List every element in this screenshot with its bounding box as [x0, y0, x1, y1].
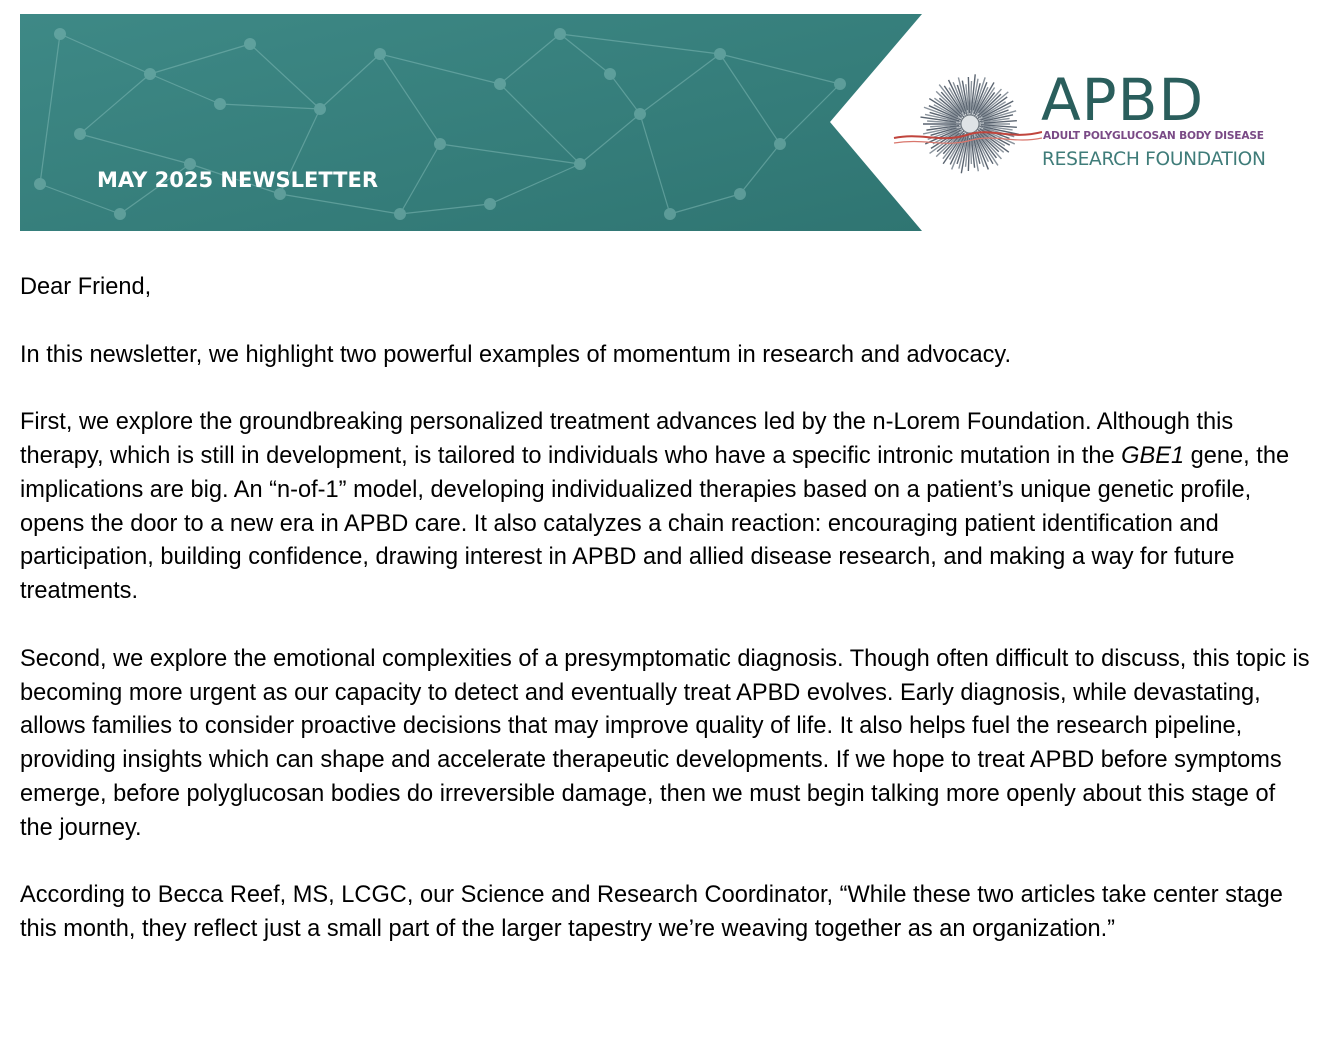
network-node — [34, 178, 46, 190]
network-node — [604, 68, 616, 80]
first-paragraph-text-b: gene, the implications are big. An “n-of-1” model, developing individualized therapies based on a patient’s unique genetic profile, opens the door to a new era in APBD care. It also catalyzes a chain reaction: encouraging patient identification and participation, building confidence, drawing interest in APBD and allied disease research, and making a way for future treatments. — [20, 442, 1290, 605]
emblem-core — [961, 115, 979, 133]
newsletter-body — [20, 271, 1310, 947]
first-paragraph — [20, 406, 1310, 609]
network-node — [834, 78, 846, 90]
newsletter-title: MAY 2025 NEWSLETTER — [97, 168, 378, 192]
logo-tagline: ADULT POLYGLUCOSAN BODY DISEASE — [1043, 130, 1264, 142]
network-node — [374, 48, 386, 60]
network-node — [54, 28, 66, 40]
network-node — [634, 108, 646, 120]
banner-teal-shape — [20, 14, 922, 231]
network-node — [394, 208, 406, 220]
intro-paragraph: In this newsletter, we highlight two powerful examples of momentum in research and advocacy. — [20, 341, 1011, 368]
newsletter-banner — [20, 14, 1298, 231]
logo-subtitle: RESEARCH FOUNDATION — [1042, 149, 1266, 170]
logo-emblem-icon — [892, 72, 1042, 184]
network-node — [494, 78, 506, 90]
network-node — [734, 188, 746, 200]
network-node — [214, 98, 226, 110]
network-node — [574, 158, 586, 170]
network-node — [244, 38, 256, 50]
network-node — [714, 48, 726, 60]
second-paragraph: Second, we explore the emotional complexities of a presymptomatic diagnosis. Though often difficult to discuss, this topic is becoming more urgent as our capacity to detect and eventually treat APBD evolves. Early diagnosis, while devastating, allows families to consider proactive decisions that may improve quality of life. It also helps fuel the research pipeline, providing insights which can shape and accelerate therapeutic developments. If we hope to treat APBD before symptoms emerge, before polyglucosan bodies do irreversible damage, then we must begin talking more openly about this stage of the journey. — [20, 645, 1310, 841]
network-node — [484, 198, 496, 210]
network-node — [144, 68, 156, 80]
network-node — [664, 208, 676, 220]
network-node — [74, 128, 86, 140]
logo-name: APBD — [1041, 66, 1205, 134]
network-node — [434, 138, 446, 150]
network-node — [774, 138, 786, 150]
network-node — [314, 103, 326, 115]
network-node — [554, 28, 566, 40]
closing-paragraph: According to Becca Reef, MS, LCGC, our Science and Research Coordinator, “While these two articles take center stage this month, they reflect just a small part of the larger tapestry we’re weaving together as an organization.” — [20, 882, 1283, 943]
network-node — [114, 208, 126, 220]
first-paragraph-text-a: First, we explore the groundbreaking personalized treatment advances led by the n-Lorem Foundation. Although this therapy, which is still in development, is tailored to individuals who have a specific intronic mutation in the — [20, 409, 1234, 469]
greeting: Dear Friend, — [20, 274, 152, 300]
gene-name: GBE1 — [1121, 442, 1185, 469]
